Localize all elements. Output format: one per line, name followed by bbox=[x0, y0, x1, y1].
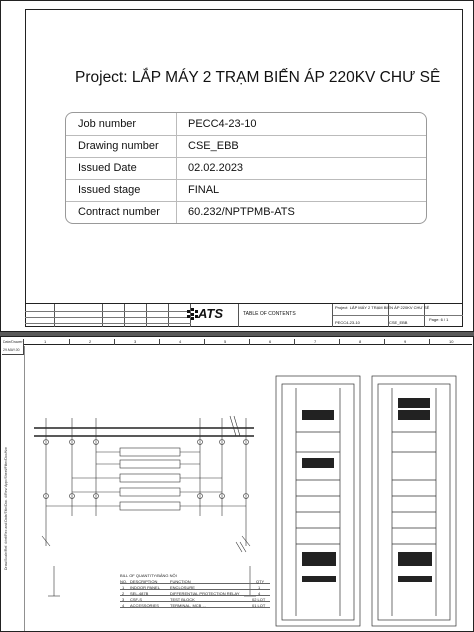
info-row-drawing-number bbox=[66, 135, 426, 157]
info-value: 02.02.2023 bbox=[188, 162, 244, 174]
tb-project-label: Project LẮP MÁY 2 TRẠM BIẾN ÁP 220KV CHƯ SÊ bbox=[335, 305, 430, 310]
info-value: CSE_EBB bbox=[188, 140, 239, 152]
info-row-issued-date bbox=[66, 157, 426, 179]
info-value: PECC4-23-10 bbox=[188, 118, 257, 130]
column-ruler: 1 2 3 4 5 6 7 8 9 10 bbox=[24, 339, 472, 345]
bom-row: 4 ACCESSORIES TERMINAL, MCB ... 01 LOT bbox=[120, 603, 270, 608]
project-title: Project: LẮP MÁY 2 TRẠM BIẾN ÁP 220KV CHƯ SÊ bbox=[75, 69, 441, 86]
tb-drawing-number: CSE_EBB bbox=[389, 320, 408, 325]
info-row-contract-number bbox=[66, 201, 426, 223]
bill-of-quantity bbox=[120, 573, 270, 631]
info-table bbox=[65, 112, 427, 224]
info-label: Drawing number bbox=[78, 140, 159, 152]
tb-job-number: PECC4-23-10 bbox=[335, 320, 360, 325]
info-row-issued-stage bbox=[66, 179, 426, 201]
bom-row: 1 INDOOR PANEL ENCLOSURE 1 bbox=[120, 585, 270, 590]
info-row-job-number bbox=[66, 113, 426, 135]
info-value: 60.232/NPTPMB-ATS bbox=[188, 206, 295, 218]
side-box: Date/Drawer 29.MAY.00 bbox=[2, 339, 24, 355]
logo-text: ATS bbox=[198, 306, 224, 321]
sheet-title: TABLE OF CONTENTS bbox=[243, 311, 296, 317]
bom-row: 2 SEL-487B DIFFERENTIAL PROTECTION RELAY 4 bbox=[120, 591, 270, 596]
info-label: Contract number bbox=[78, 206, 160, 218]
bom-row: 3 CSF-S TEST BLOCK 02 LOT bbox=[120, 597, 270, 602]
info-value: FINAL bbox=[188, 184, 220, 196]
bom-header: NO. DESCRIPTION FUNCTION QTY bbox=[120, 579, 270, 584]
tb-page: Page: 6 / 1 bbox=[429, 317, 449, 322]
vertical-label: Draw/Scale/Ref. #/ref/Rec and Date/Title/Doc. #/Rev/ Appr/Sheet/Filter/Doc/Nm bbox=[4, 446, 8, 570]
info-label: Job number bbox=[78, 118, 137, 130]
info-label: Issued Date bbox=[78, 162, 137, 174]
bom-title: BILL OF QUANTITY/BẢNG NỘI bbox=[120, 573, 177, 578]
info-label: Issued stage bbox=[78, 184, 141, 196]
